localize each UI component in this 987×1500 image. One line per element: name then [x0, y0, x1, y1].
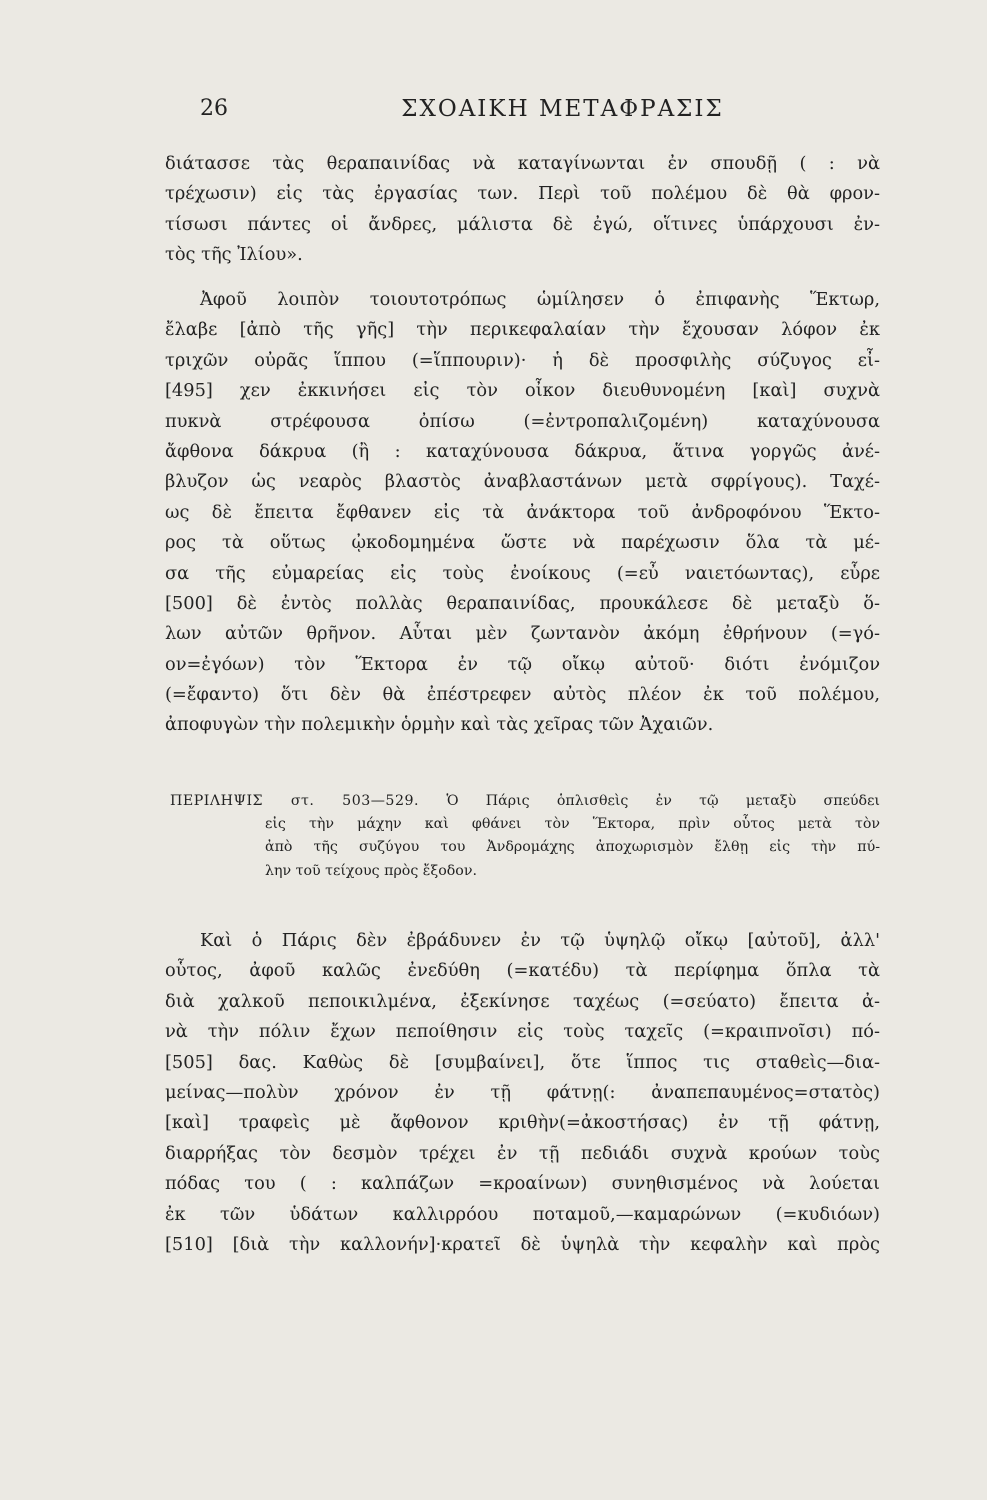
page-number: 26	[200, 96, 228, 121]
text-line: ρος τὰ οὕτως ᾠκοδομημένα ὥστε νὰ παρέχωσιν ὅλα τὰ μέ-	[165, 532, 880, 554]
text-line: βλυζον ὡς νεαρὸς βλαστὸς ἀναβλαστάνων μετὰ σφρίγους). Ταχέ-	[165, 471, 880, 493]
text-line: [καὶ] τραφεὶς μὲ ἄφθονον κριθὴν(=ἀκοστήσας) ἐν τῇ φάτνῃ,	[165, 1112, 880, 1134]
text-line: (=ἔφαντο) ὅτι δὲν θὰ ἐπέστρεφεν αὐτὸς πλέον ἐκ τοῦ πολέμου,	[165, 684, 880, 706]
summary-text: Ὁ Πάρις ὁπλισθεὶς ἐν τῷ μεταξὺ σπεύδει	[446, 793, 880, 809]
paragraph-1	[165, 149, 880, 271]
text-line: Ἀφοῦ λοιπὸν τοιουτοτρόπως ὡμίλησεν ὁ ἐπιφανὴς Ἕκτωρ,	[200, 289, 880, 310]
text-line: οὗτος, ἀφοῦ καλῶς ἐνεδύθη (=κατέδυ) τὰ περίφημα ὅπλα τὰ	[165, 960, 880, 982]
summary-line: εἰς τὴν μάχην καὶ φθάνει τὸν Ἕκτορα, πρὶν οὗτος μετὰ τὸν	[265, 816, 880, 833]
summary-line: ἀπὸ τῆς συζύγου του Ἀνδρομάχης ἀποχωρισμὸν ἔλθῃ εἰς τὴν πύ-	[265, 839, 880, 856]
text-line: Καὶ ὁ Πάρις δὲν ἐβράδυνεν ἐν τῷ ὑψηλῷ οἴκῳ [αὐτοῦ], ἀλλ'	[200, 930, 880, 951]
text-line: νὰ τὴν πόλιν ἔχων πεποίθησιν εἰς τοὺς ταχεῖς (=κραιπνοῖσι) πό-	[165, 1021, 880, 1043]
text-line: ἄφθονα δάκρυα (ἢ : καταχύνουσα δάκρυα, ἅτινα γοργῶς ἀνέ-	[165, 440, 880, 462]
page-header	[200, 96, 820, 126]
text-line: μείνας—πολὺν χρόνον ἐν τῇ φάτνῃ(: ἀναπεπαυμένος=στατὸς)	[165, 1081, 880, 1103]
text-line: τρέχωσιν) εἰς τὰς ἐργασίας των. Περὶ τοῦ πολέμου δὲ θὰ φρον-	[165, 183, 880, 205]
summary-line: λην τοῦ τείχους πρὸς ἔξοδον.	[265, 862, 477, 879]
summary	[170, 790, 880, 883]
text-line: διαρρήξας τὸν δεσμὸν τρέχει ἐν τῇ πεδιάδι συχνὰ κρούων τοὺς	[165, 1142, 880, 1164]
text-line: ἐκ τῶν ὑδάτων καλλιρρόου ποταμοῦ,—καμαρώνων (=κυδιόων)	[165, 1203, 880, 1225]
text-line: λων αὐτῶν θρῆνον. Αὗται μὲν ζωντανὸν ἀκόμη ἐθρήνουν (=γό-	[165, 623, 880, 645]
text-line: [500] δὲ ἐντὸς πολλὰς θεραπαινίδας, προυκάλεσε δὲ μεταξὺ ὅ-	[165, 592, 880, 614]
text-line: πυκνὰ στρέφουσα ὀπίσω (=ἐντροπαλιζομένη) καταχύνουσα	[165, 410, 880, 432]
text-line: [510] [διὰ τὴν καλλονήν]·κρατεῖ δὲ ὑψηλὰ τὴν κεφαλὴν καὶ πρὸς	[165, 1233, 880, 1255]
text-line: σα τῆς εὐμαρείας εἰς τοὺς ἐνοίκους (=εὖ ναιετόωντας), εὗρε	[165, 562, 880, 584]
summary-line	[170, 790, 880, 813]
text-line: διάτασσε τὰς θεραπαινίδας νὰ καταγίνωνται ἐν σπουδῇ ( : νὰ	[165, 153, 880, 174]
text-line: [495] χεν ἐκκινήσει εἰς τὸν οἶκον διευθυνομένη [καὶ] συχνὰ	[165, 380, 880, 402]
text-line: ἔλαβε [ἀπὸ τῆς γῆς] τὴν περικεφαλαίαν τὴν ἔχουσαν λόφον ἐκ	[165, 319, 880, 341]
text-line: τριχῶν οὐρᾶς ἵππου (=ἵππουριν)· ἡ δὲ προσφιλὴς σύζυγος εἶ-	[165, 349, 880, 371]
text-line: ως δὲ ἔπειτα ἔφθανεν εἰς τὰ ἀνάκτορα τοῦ ἀνδροφόνου Ἕκτο-	[165, 501, 880, 523]
text-line: ον=ἐγόων) τὸν Ἕκτορα ἐν τῷ οἴκῳ αὐτοῦ· διότι ἐνόμιζον	[165, 653, 880, 675]
summary-heading: ΠΕΡΙΛΗΨΙΣ στ. 503—529.	[170, 793, 420, 809]
text-line: διὰ χαλκοῦ πεποικιλμένα, ἐξεκίνησε ταχέως (=σεύατο) ἔπειτα ἀ-	[165, 990, 880, 1012]
text-line: τὸς τῆς Ἰλίου».	[165, 244, 303, 266]
paragraph-2	[165, 285, 880, 741]
text-line: πόδας του ( : καλπάζων =κροαίνων) συνηθισμένος νὰ λούεται	[165, 1173, 880, 1195]
text-line: τίσωσι πάντες οἱ ἄνδρες, μάλιστα δὲ ἐγώ, οἵτινες ὑπάρχουσι ἐν-	[165, 213, 880, 235]
text-line: ἀποφυγὼν τὴν πολεμικὴν ὁρμὴν καὶ τὰς χεῖρας τῶν Ἀχαιῶν.	[165, 714, 714, 736]
paragraph-3	[165, 926, 880, 1260]
running-title: ΣΧΟΑΙΚΗ ΜΕΤΑΦΡΑΣΙΣ	[401, 96, 724, 122]
text-line: [505] δας. Καθὼς δὲ [συμβαίνει], ὅτε ἵππος τις σταθεὶς—δια-	[165, 1051, 880, 1073]
